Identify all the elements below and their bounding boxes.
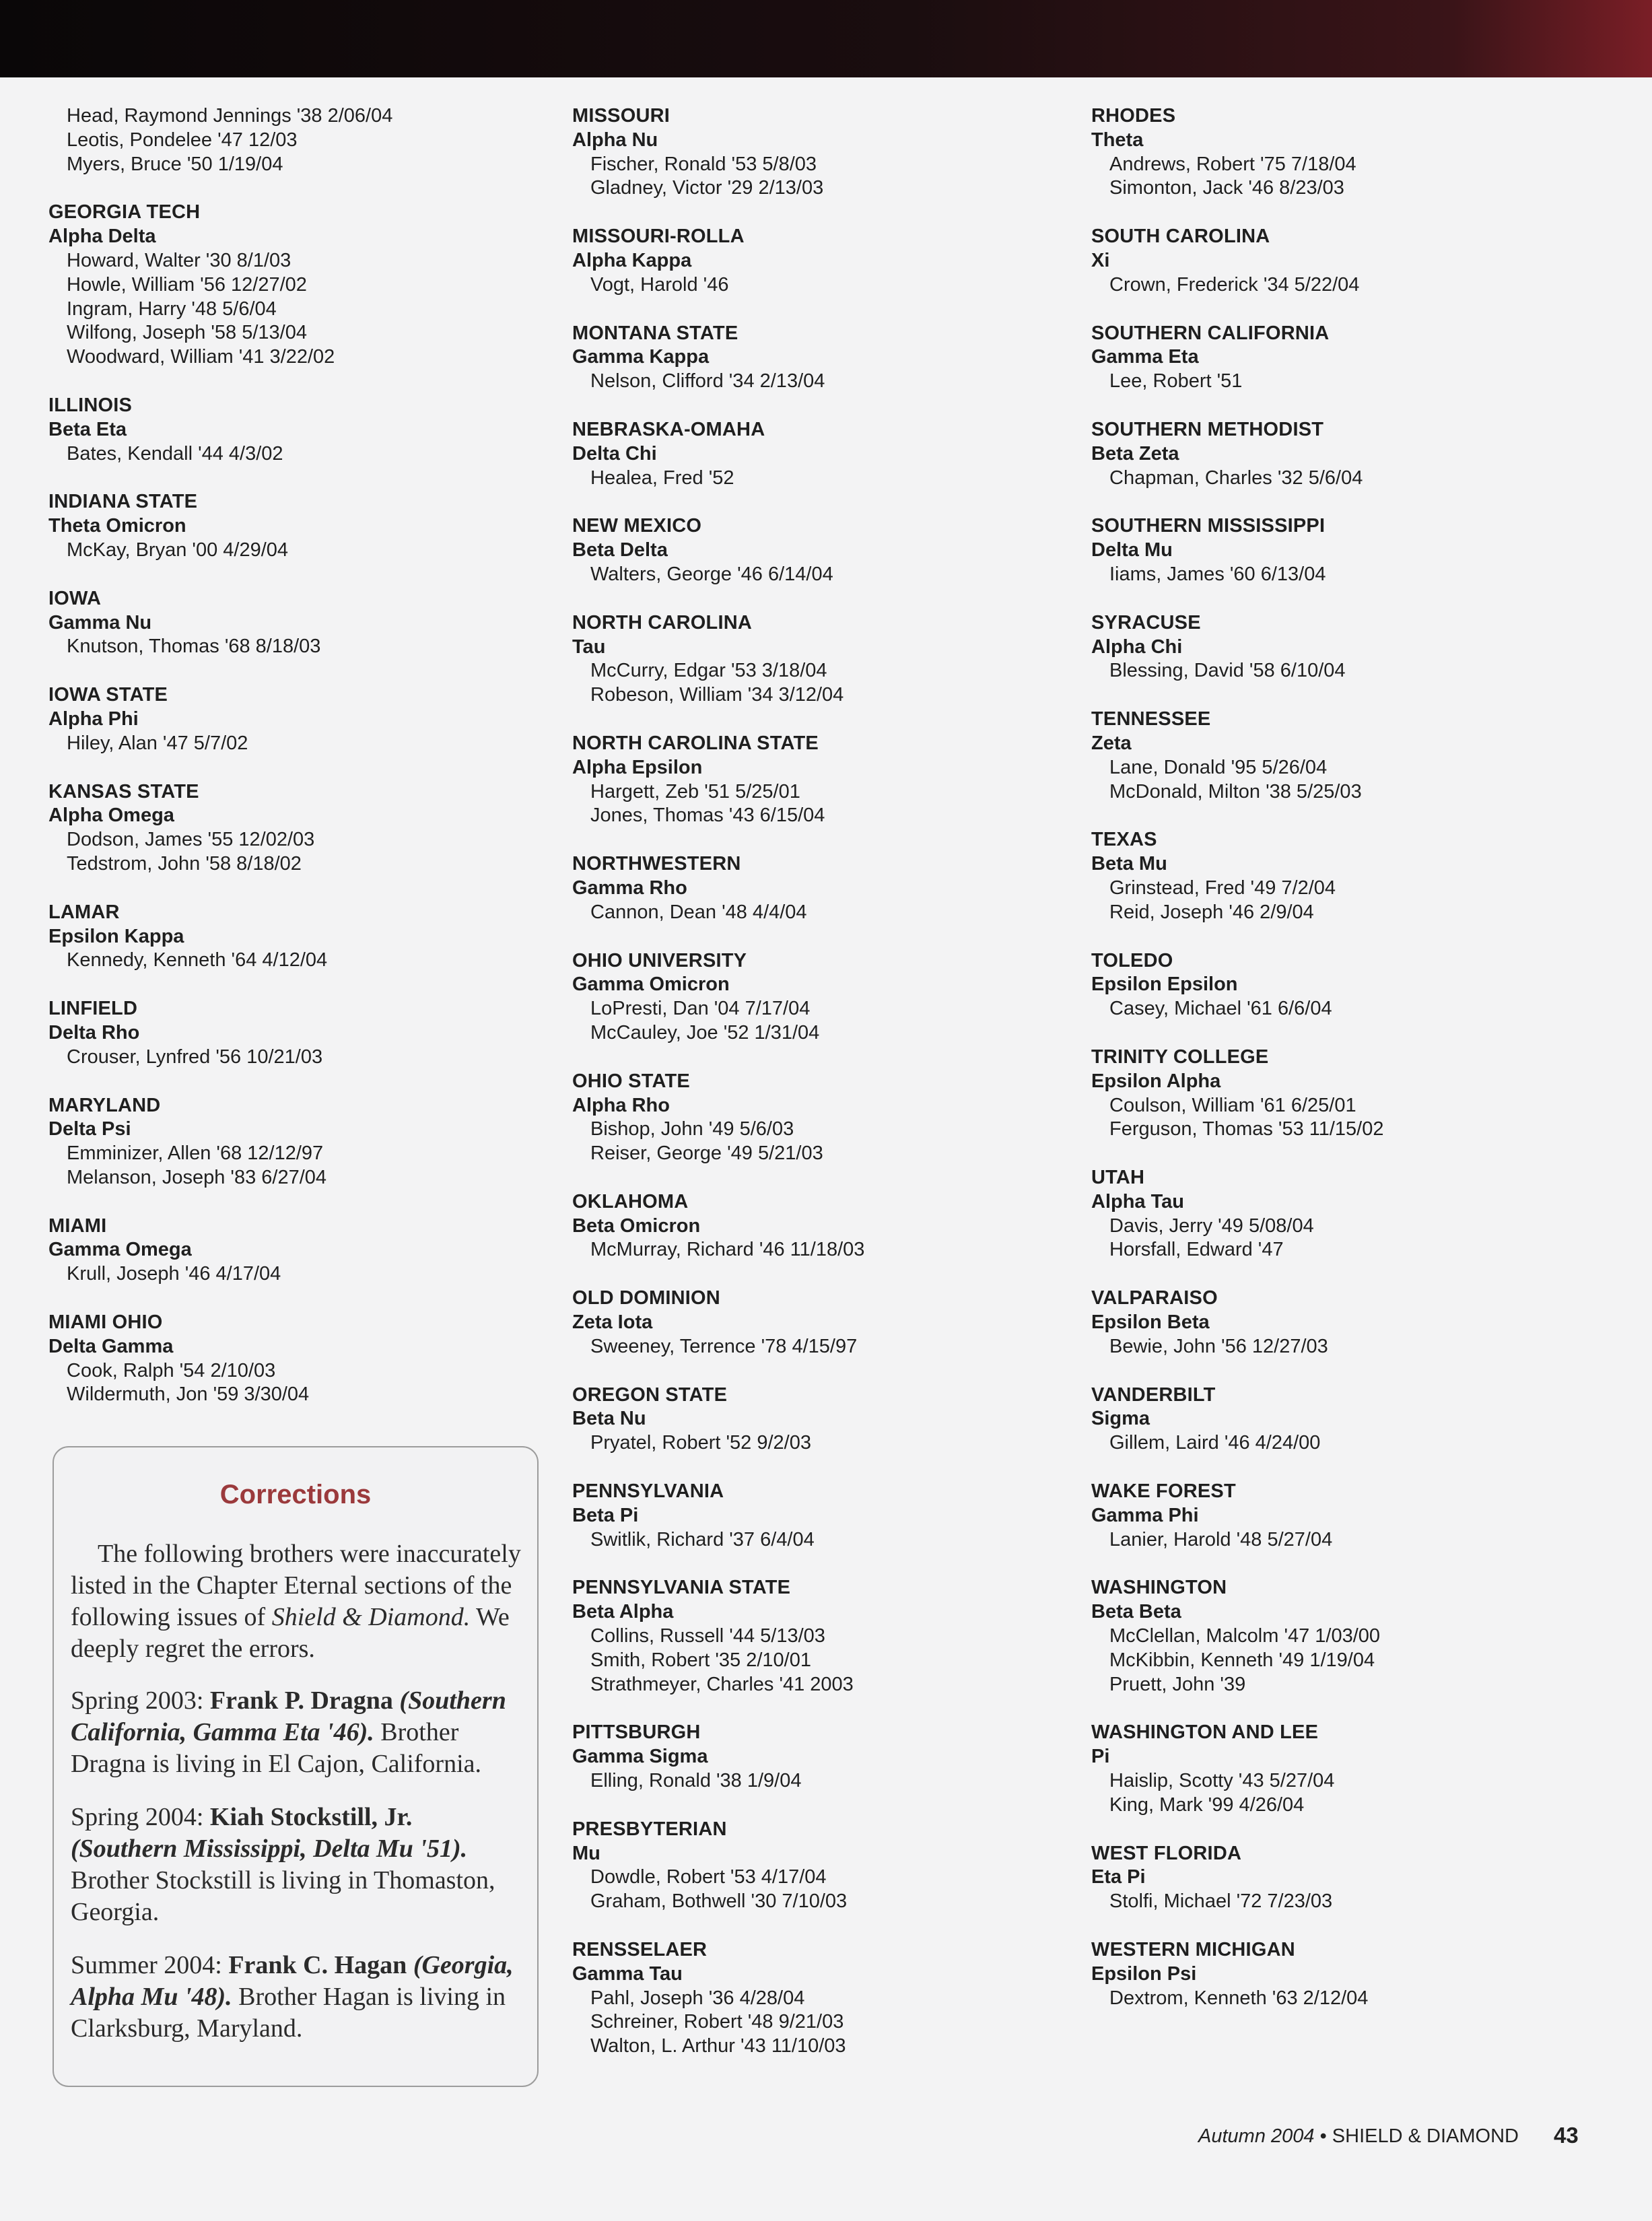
university-name: NEW MEXICO <box>572 515 702 537</box>
member-entry: Horsfall, Edward '47 <box>1109 1239 1284 1261</box>
university-name: OKLAHOMA <box>572 1190 689 1212</box>
member-entry: Grinstead, Fred '49 7/2/04 <box>1109 877 1336 899</box>
top-banner <box>0 0 1652 77</box>
member-entry: Smith, Robert '35 2/10/01 <box>590 1649 811 1671</box>
member-entry: Howle, William '56 12/27/02 <box>67 273 307 296</box>
university-name: TRINITY COLLEGE <box>1091 1046 1269 1068</box>
chapter-name: Pi <box>1091 1746 1110 1768</box>
correction-note: Brother Hagan is living in Clarksburg, Maryland. <box>71 1983 506 2043</box>
member-entry: Andrews, Robert '75 7/18/04 <box>1109 153 1356 175</box>
member-entry: Wilfong, Joseph '58 5/13/04 <box>67 322 307 344</box>
university-name: WASHINGTON AND LEE <box>1091 1721 1319 1744</box>
correction-note: Brother Stockstill is living in Thomaston, Georgia. <box>71 1866 495 1926</box>
chapter-name: Beta Omicron <box>572 1215 701 1237</box>
member-entry: Cook, Ralph '54 2/10/03 <box>67 1359 276 1381</box>
university-name: PRESBYTERIAN <box>572 1818 727 1840</box>
chapter-group <box>1091 104 1589 201</box>
university-name: VANDERBILT <box>1091 1383 1216 1406</box>
member-entry: Walton, L. Arthur '43 11/10/03 <box>590 2035 846 2057</box>
member-entry: Reiser, George '49 5/21/03 <box>590 1142 823 1165</box>
member-entry: Dextrom, Kenneth '63 2/12/04 <box>1109 1987 1369 2009</box>
university-name: RENSSELAER <box>572 1939 708 1961</box>
chapter-name: Zeta Iota <box>572 1311 653 1334</box>
member-entry: Myers, Bruce '50 1/19/04 <box>67 153 283 175</box>
chapter-group <box>572 1287 1030 1359</box>
obituary-column-2 <box>572 104 1030 2083</box>
correction-note: Brother Dragna is living in El Cajon, California. <box>71 1718 482 1778</box>
chapter-group <box>1091 1842 1589 1914</box>
member-entry: Head, Raymond Jennings '38 2/06/04 <box>67 105 393 127</box>
chapter-name: Theta <box>1091 129 1144 151</box>
chapter-group <box>48 1094 506 1190</box>
member-entry: Pruett, John '39 <box>1109 1673 1246 1695</box>
chapter-name: Epsilon Psi <box>1091 1962 1197 1985</box>
member-entry: Fischer, Ronald '53 5/8/03 <box>590 153 817 175</box>
member-entry: McDonald, Milton '38 5/25/03 <box>1109 780 1362 802</box>
chapter-name: Gamma Rho <box>572 877 687 899</box>
chapter-group <box>1091 611 1589 683</box>
chapter-group <box>48 901 506 973</box>
chapter-name: Alpha Nu <box>572 129 658 151</box>
member-entry: Robeson, William '34 3/12/04 <box>590 684 844 706</box>
chapter-name: Beta Pi <box>572 1504 639 1526</box>
university-name: VALPARAISO <box>1091 1287 1218 1309</box>
corrections-title: Corrections <box>219 1480 372 1509</box>
chapter-group <box>1091 1938 1589 2010</box>
chapter-name: Delta Mu <box>1091 539 1173 561</box>
correction-item <box>71 1950 522 2045</box>
university-name: SOUTHERN METHODIST <box>1091 418 1324 440</box>
chapter-name: Eta Pi <box>1091 1866 1146 1888</box>
chapter-name: Beta Eta <box>48 418 127 440</box>
chapter-name: Mu <box>572 1842 600 1864</box>
university-name: OREGON STATE <box>572 1383 728 1406</box>
chapter-group <box>572 949 1030 1046</box>
chapter-group <box>572 1721 1030 1793</box>
chapter-name: Gamma Tau <box>572 1962 683 1985</box>
university-name: MIAMI OHIO <box>48 1311 163 1334</box>
chapter-group <box>1091 1383 1589 1456</box>
correction-chapter: (Southern California, Gamma Eta '46). <box>71 1686 506 1746</box>
member-entry: Haislip, Scotty '43 5/27/04 <box>1109 1770 1335 1792</box>
member-entry: McCauley, Joe '52 1/31/04 <box>590 1021 820 1044</box>
university-name: INDIANA STATE <box>48 491 198 513</box>
university-name: SOUTHERN CALIFORNIA <box>1091 322 1330 344</box>
member-entry: Reid, Joseph '46 2/9/04 <box>1109 901 1314 923</box>
member-entry: McKay, Bryan '00 4/29/04 <box>67 539 289 561</box>
university-name: IOWA STATE <box>48 684 168 706</box>
chapter-group <box>48 683 506 755</box>
correction-name: Frank P. Dragna <box>209 1686 400 1715</box>
university-name: MISSOURI-ROLLA <box>572 226 745 248</box>
member-entry: Bewie, John '56 12/27/03 <box>1109 1335 1328 1357</box>
member-entry: Casey, Michael '61 6/6/04 <box>1109 998 1332 1020</box>
chapter-group <box>1091 828 1589 924</box>
footer-separator: • <box>1314 2125 1332 2147</box>
intro-text: The following brothers were inaccurately listed in the Chapter Eternal sections of the following issues of <box>71 1540 521 1631</box>
chapter-name: Gamma Sigma <box>572 1746 708 1768</box>
correction-item <box>71 1802 522 1928</box>
chapter-group <box>572 611 1030 708</box>
page-number: 43 <box>1554 2123 1579 2148</box>
member-entry: Schreiner, Robert '48 9/21/03 <box>590 2011 844 2033</box>
corrections-box <box>53 1446 539 2087</box>
member-entry: Cannon, Dean '48 4/4/04 <box>590 901 807 923</box>
chapter-group <box>572 1938 1030 2059</box>
university-name: TENNESSEE <box>1091 708 1211 730</box>
chapter-name: Gamma Nu <box>48 611 152 634</box>
university-name: MIAMI <box>48 1215 107 1237</box>
university-name: NEBRASKA-OMAHA <box>572 418 765 440</box>
footer-publication: SHIELD & DIAMOND <box>1332 2125 1519 2147</box>
university-name: TOLEDO <box>1091 949 1173 971</box>
chapter-name: Gamma Phi <box>1091 1504 1199 1526</box>
chapter-name: Delta Psi <box>48 1118 131 1140</box>
chapter-name: Theta Omicron <box>48 515 186 537</box>
chapter-group <box>1091 1721 1589 1817</box>
university-name: MONTANA STATE <box>572 322 738 344</box>
chapter-name: Beta Nu <box>572 1408 646 1430</box>
chapter-group <box>572 1070 1030 1166</box>
chapter-group <box>572 514 1030 586</box>
member-entry: Vogt, Harold '46 <box>590 273 729 296</box>
member-entry: LoPresti, Dan '04 7/17/04 <box>590 998 811 1020</box>
member-entry: Nelson, Clifford '34 2/13/04 <box>590 370 825 392</box>
member-entry: Hiley, Alan '47 5/7/02 <box>67 732 248 754</box>
member-entry: Elling, Ronald '38 1/9/04 <box>590 1770 802 1792</box>
chapter-group <box>1091 1576 1589 1697</box>
university-name: WESTERN MICHIGAN <box>1091 1939 1295 1961</box>
member-entry: Emminizer, Allen '68 12/12/97 <box>67 1142 324 1165</box>
chapter-group <box>572 104 1030 201</box>
chapter-name: Alpha Epsilon <box>572 756 703 778</box>
obituary-column-1 <box>48 104 506 1431</box>
chapter-name: Xi <box>1091 249 1110 271</box>
chapter-group <box>1091 1046 1589 1142</box>
member-entry: Tedstrom, John '58 8/18/02 <box>67 852 302 875</box>
member-entry: Crown, Frederick '34 5/22/04 <box>1109 273 1360 296</box>
university-name: NORTH CAROLINA STATE <box>572 732 819 754</box>
university-name: WAKE FOREST <box>1091 1480 1236 1503</box>
chapter-name: Alpha Rho <box>572 1094 670 1116</box>
member-entry: Dowdle, Robert '53 4/17/04 <box>590 1866 827 1888</box>
correction-chapter: (Southern Mississippi, Delta Mu '51). <box>71 1835 468 1863</box>
member-entry: McKibbin, Kenneth '49 1/19/04 <box>1109 1649 1375 1671</box>
chapter-group <box>572 1818 1030 1914</box>
university-name: LINFIELD <box>48 998 138 1020</box>
chapter-group <box>572 322 1030 394</box>
chapter-name: Beta Alpha <box>572 1601 674 1623</box>
university-name: OLD DOMINION <box>572 1287 720 1309</box>
member-entry: Stolfi, Michael '72 7/23/03 <box>1109 1890 1333 1913</box>
chapter-name: Epsilon Beta <box>1091 1311 1210 1334</box>
member-entry: Strathmeyer, Charles '41 2003 <box>590 1673 854 1695</box>
member-entry: Pahl, Joseph '36 4/28/04 <box>590 1987 805 2009</box>
chapter-name: Alpha Phi <box>48 708 139 730</box>
member-entry: Crouser, Lynfred '56 10/21/03 <box>67 1046 323 1068</box>
member-entry: Hargett, Zeb '51 5/25/01 <box>590 780 800 802</box>
chapter-group <box>572 225 1030 297</box>
page-footer <box>1198 2123 1579 2148</box>
chapter-name: Delta Chi <box>572 442 657 465</box>
university-name: LAMAR <box>48 901 120 923</box>
member-entry: Wildermuth, Jon '59 3/30/04 <box>67 1383 310 1406</box>
member-entry: Walters, George '46 6/14/04 <box>590 563 833 585</box>
chapter-group <box>1091 1287 1589 1359</box>
footer-season: Autumn 2004 <box>1198 2125 1315 2147</box>
obituary-column-3 <box>1091 104 1589 2035</box>
university-name: IOWA <box>48 587 102 609</box>
chapter-group <box>1091 514 1589 586</box>
university-name: NORTHWESTERN <box>572 853 741 875</box>
chapter-group <box>48 1215 506 1287</box>
correction-issue: Spring 2003: <box>71 1686 210 1715</box>
university-name: SOUTHERN MISSISSIPPI <box>1091 515 1326 537</box>
university-name: RHODES <box>1091 105 1176 127</box>
member-entry: Melanson, Joseph '83 6/27/04 <box>67 1166 327 1188</box>
chapter-name: Delta Gamma <box>48 1335 174 1357</box>
member-entry: McClellan, Malcolm '47 1/03/00 <box>1109 1625 1381 1647</box>
university-name: GEORGIA TECH <box>48 201 201 224</box>
member-entry: King, Mark '99 4/26/04 <box>1109 1793 1305 1816</box>
university-name: PENNSYLVANIA <box>572 1480 724 1503</box>
chapter-name: Tau <box>572 636 606 658</box>
chapter-group <box>1091 322 1589 394</box>
member-entry: Simonton, Jack '46 8/23/03 <box>1109 177 1344 199</box>
member-entry: Jones, Thomas '43 6/15/04 <box>590 805 825 827</box>
university-name: OHIO STATE <box>572 1070 690 1092</box>
member-entry: Krull, Joseph '46 4/17/04 <box>67 1263 281 1285</box>
chapter-group <box>1091 225 1589 297</box>
correction-issue: Summer 2004: <box>71 1951 229 1979</box>
member-entry: Knutson, Thomas '68 8/18/03 <box>67 636 321 658</box>
member-entry: McMurray, Richard '46 11/18/03 <box>590 1239 865 1261</box>
member-entry: Sweeney, Terrence '78 4/15/97 <box>590 1335 858 1357</box>
chapter-name: Gamma Kappa <box>572 346 710 368</box>
member-entry: Kennedy, Kenneth '64 4/12/04 <box>67 949 328 971</box>
university-name: KANSAS STATE <box>48 780 199 802</box>
member-entry: Pryatel, Robert '52 9/2/03 <box>590 1432 811 1454</box>
chapter-group <box>572 732 1030 828</box>
chapter-name: Gamma Eta <box>1091 346 1199 368</box>
chapter-name: Delta Rho <box>48 1021 140 1044</box>
chapter-group <box>48 997 506 1069</box>
correction-item <box>71 1685 522 1780</box>
chapter-group <box>572 418 1030 490</box>
chapter-name: Gamma Omicron <box>572 973 730 996</box>
chapter-name: Gamma Omega <box>48 1239 192 1261</box>
chapter-group <box>1091 1166 1589 1262</box>
member-entry: Graham, Bothwell '30 7/10/03 <box>590 1890 848 1913</box>
university-name: PITTSBURGH <box>572 1721 701 1744</box>
university-name: ILLINOIS <box>48 394 133 416</box>
member-entry: McCurry, Edgar '53 3/18/04 <box>590 660 827 682</box>
chapter-group <box>572 1383 1030 1456</box>
member-entry: Gladney, Victor '29 2/13/03 <box>590 177 824 199</box>
chapter-group <box>1091 708 1589 804</box>
university-name: SYRACUSE <box>1091 611 1201 634</box>
chapter-name: Alpha Omega <box>48 805 174 827</box>
chapter-name: Alpha Tau <box>1091 1190 1185 1212</box>
chapter-name: Zeta <box>1091 732 1132 754</box>
chapter-group <box>572 1480 1030 1552</box>
member-entry: Leotis, Pondelee '47 12/03 <box>67 129 298 151</box>
member-entry: Ferguson, Thomas '53 11/15/02 <box>1109 1118 1384 1140</box>
member-entry: Coulson, William '61 6/25/01 <box>1109 1094 1356 1116</box>
correction-name: Frank C. Hagan <box>228 1951 413 1979</box>
chapter-name: Alpha Chi <box>1091 636 1183 658</box>
corrections-body <box>71 1538 522 2066</box>
university-name: MARYLAND <box>48 1094 161 1116</box>
chapter-group <box>48 780 506 877</box>
correction-issue: Spring 2004: <box>71 1803 210 1831</box>
chapter-group <box>48 587 506 659</box>
chapter-name: Alpha Kappa <box>572 249 692 271</box>
member-entry: Collins, Russell '44 5/13/03 <box>590 1625 825 1647</box>
correction-chapter: (Georgia, Alpha Mu '48). <box>71 1951 514 2011</box>
chapter-name: Epsilon Kappa <box>48 925 184 947</box>
university-name: WASHINGTON <box>1091 1577 1227 1599</box>
member-entry: Healea, Fred '52 <box>590 467 734 489</box>
chapter-name: Sigma <box>1091 1408 1150 1430</box>
member-entry: Ingram, Harry '48 5/6/04 <box>67 298 277 320</box>
university-name: NORTH CAROLINA <box>572 611 753 634</box>
member-entry: Davis, Jerry '49 5/08/04 <box>1109 1215 1314 1237</box>
member-entry: Lee, Robert '51 <box>1109 370 1243 392</box>
university-name: SOUTH CAROLINA <box>1091 226 1270 248</box>
chapter-group <box>1091 949 1589 1021</box>
member-entry: Gillem, Laird '46 4/24/00 <box>1109 1432 1321 1454</box>
chapter-name: Alpha Delta <box>48 226 156 248</box>
university-name: OHIO UNIVERSITY <box>572 949 747 971</box>
intro-publication: Shield & Diamond. <box>271 1603 471 1631</box>
intro-text-end: We deeply regret the errors. <box>71 1603 510 1663</box>
member-entry: Blessing, David '58 6/10/04 <box>1109 660 1346 682</box>
chapter-group <box>48 201 506 370</box>
chapter-name: Beta Zeta <box>1091 442 1179 465</box>
chapter-group <box>572 852 1030 924</box>
university-name: PENNSYLVANIA STATE <box>572 1577 791 1599</box>
chapter-name: Epsilon Epsilon <box>1091 973 1238 996</box>
chapter-group <box>572 1190 1030 1262</box>
chapter-name: Epsilon Alpha <box>1091 1070 1221 1092</box>
chapter-group <box>1091 418 1589 490</box>
university-name: UTAH <box>1091 1167 1145 1189</box>
chapter-group <box>572 1576 1030 1697</box>
member-entry: Iiams, James '60 6/13/04 <box>1109 563 1326 585</box>
chapter-name: Beta Mu <box>1091 853 1167 875</box>
chapter-group <box>48 394 506 466</box>
university-name: TEXAS <box>1091 829 1157 851</box>
member-entry: Chapman, Charles '32 5/6/04 <box>1109 467 1363 489</box>
member-entry: Dodson, James '55 12/02/03 <box>67 829 315 851</box>
chapter-group <box>48 104 506 176</box>
member-entry: Bates, Kendall '44 4/3/02 <box>67 442 283 465</box>
chapter-group <box>48 1311 506 1407</box>
university-name: WEST FLORIDA <box>1091 1842 1242 1864</box>
member-entry: Howard, Walter '30 8/1/03 <box>67 249 291 271</box>
member-entry: Lane, Donald '95 5/26/04 <box>1109 756 1328 778</box>
chapter-group <box>1091 1480 1589 1552</box>
corrections-intro <box>71 1538 522 1665</box>
member-entry: Switlik, Richard '37 6/4/04 <box>590 1528 815 1550</box>
chapter-name: Beta Beta <box>1091 1601 1181 1623</box>
member-entry: Lanier, Harold '48 5/27/04 <box>1109 1528 1333 1550</box>
correction-name: Kiah Stockstill, Jr. <box>209 1803 413 1831</box>
member-entry: Woodward, William '41 3/22/02 <box>67 346 335 368</box>
chapter-name: Beta Delta <box>572 539 668 561</box>
university-name: MISSOURI <box>572 105 670 127</box>
chapter-group <box>48 490 506 562</box>
member-entry: Bishop, John '49 5/6/03 <box>590 1118 794 1140</box>
